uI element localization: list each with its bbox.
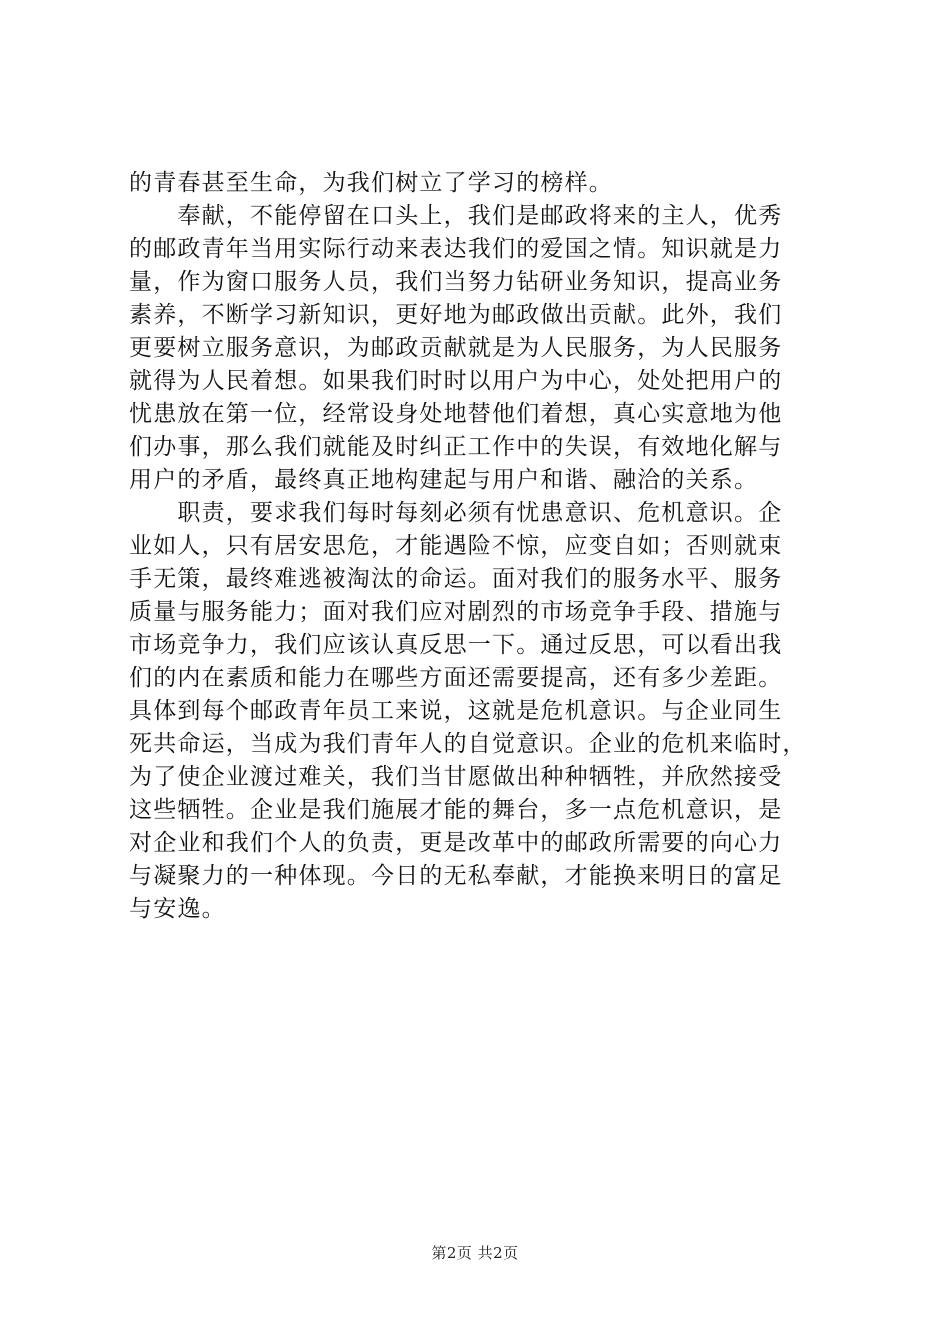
text-line: 与凝聚力的一种体现。今日的无私奉献，才能换来明日的富足 (129, 863, 783, 889)
text-line: 市场竞争力，我们应该认真反思一下。通过反思，可以看出我 (129, 632, 783, 658)
text-line: 就得为人民着想。如果我们时时以用户为中心，处处把用户的 (129, 368, 783, 394)
text-line: 手无策，最终难逃被淘汰的命运。面对我们的服务水平、服务 (129, 566, 783, 592)
text-line: 们办事，那么我们就能及时纠正工作中的失误，有效地化解与 (129, 434, 783, 460)
text-line: 这些牺牲。企业是我们施展才能的舞台，多一点危机意识，是 (129, 797, 783, 823)
text-line: 素养，不断学习新知识，更好地为邮政做出贡献。此外，我们 (129, 302, 783, 328)
text-line: 的青春甚至生命，为我们树立了学习的榜样。 (129, 170, 613, 196)
text-line: 忧患放在第一位，经常设身处地替他们着想，真心实意地为他 (129, 401, 783, 427)
page-number-footer: 第2页 共2页 (431, 1244, 519, 1262)
text-line: 用户的矛盾，最终真正地构建起与用户和谐、融洽的关系。 (129, 467, 759, 493)
text-line: 们的内在素质和能力在哪些方面还需要提高，还有多少差距。 (129, 665, 783, 691)
text-line: 与安逸。 (129, 896, 226, 922)
text-line: 量，作为窗口服务人员，我们当努力钻研业务知识，提高业务 (129, 269, 783, 295)
text-line: 质量与服务能力；面对我们应对剧烈的市场竞争手段、措施与 (129, 599, 783, 625)
text-line: 对企业和我们个人的负责，更是改革中的邮政所需要的向心力 (129, 830, 783, 856)
text-line: 的邮政青年当用实际行动来表达我们的爱国之情。知识就是力 (129, 236, 783, 262)
text-line: 更要树立服务意识，为邮政贡献就是为人民服务，为人民服务 (129, 335, 783, 361)
text-line: 业如人，只有居安思危，才能遇险不惊，应变自如；否则就束 (129, 533, 783, 559)
text-line: 为了使企业渡过难关，我们当甘愿做出种种牺牲，并欣然接受 (129, 764, 783, 790)
text-line: 具体到每个邮政青年员工来说，这就是危机意识。与企业同生 (129, 698, 783, 724)
text-line: 职责，要求我们每时每刻必须有忧患意识、危机意识。企 (129, 500, 783, 526)
text-line: 死共命运，当成为我们青年人的自觉意识。企业的危机来临时， (129, 731, 807, 757)
body-text (129, 167, 829, 926)
text-line: 奉献，不能停留在口头上，我们是邮政将来的主人，优秀 (129, 203, 783, 229)
